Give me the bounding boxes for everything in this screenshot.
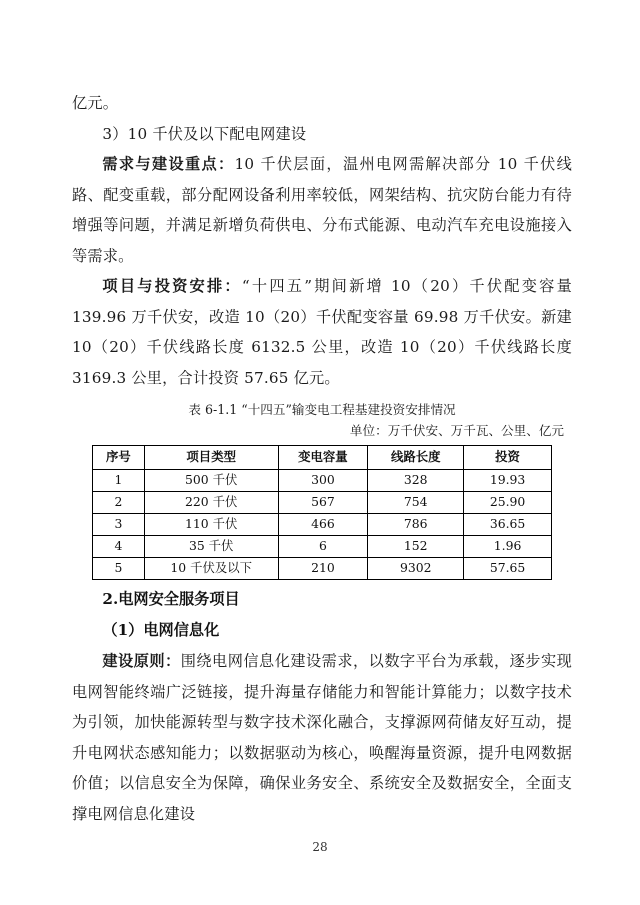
table-row — [93, 558, 552, 580]
table-cell: 328 — [368, 470, 464, 492]
table-cell: 2 — [93, 492, 145, 514]
investment-table — [92, 445, 552, 580]
table-cell: 9302 — [368, 558, 464, 580]
table-header-cell: 投资 — [464, 446, 552, 470]
table-cell: 1.96 — [464, 536, 552, 558]
table-cell: 500 千伏 — [144, 470, 278, 492]
table-cell: 25.90 — [464, 492, 552, 514]
table-cell: 19.93 — [464, 470, 552, 492]
table-cell: 3 — [93, 514, 145, 536]
table-cell: 1 — [93, 470, 145, 492]
paragraph-principles — [72, 646, 572, 829]
table-row — [93, 536, 552, 558]
label-principles: 建设原则： — [102, 652, 181, 670]
table-cell: 754 — [368, 492, 464, 514]
table-cell: 466 — [278, 514, 368, 536]
label-requirements: 需求与建设重点： — [102, 155, 235, 173]
table-cell: 35 千伏 — [144, 536, 278, 558]
table-header-row — [93, 446, 552, 470]
table-cell: 300 — [278, 470, 368, 492]
section-heading-2: 2.电网安全服务项目 — [102, 590, 240, 608]
table-header-cell: 序号 — [93, 446, 145, 470]
table-row — [93, 514, 552, 536]
table-cell: 152 — [368, 536, 464, 558]
table-unit-note: 单位：万千伏安、万千瓦、公里、亿元 — [349, 423, 564, 438]
page-number: 28 — [312, 840, 328, 854]
table-cell: 36.65 — [464, 514, 552, 536]
text-requirements: 10 千伏层面，温州电网需解决部分 10 千伏线路、配变重载，部分配网设备利用率较低，网架结构、抗灾防台能力有待增强等问题，并满足新增负荷供电、分布式能源、电动汽车充电设施接入等需求。 — [72, 155, 572, 265]
text-principles: 围绕电网信息化建设需求，以数字平台为承载，逐步实现电网智能终端广泛链接，提升海量存储能力和智能计算能力；以数字技术为引领，加快能源转型与数字技术深化融合，支撑源网荷储友好互动，提升电网状态感知能力；以数据驱动为核心，唤醒海量资源，提升电网数据价值；以信息安全为保障，确保业务安全、系统安全及数据安全，全面支撑电网信息化建设 — [72, 652, 573, 823]
table-row — [93, 492, 552, 514]
table-cell: 110 千伏 — [144, 514, 278, 536]
subsection-heading-1: （1）电网信息化 — [102, 621, 220, 639]
table-row — [93, 470, 552, 492]
table-cell: 5 — [93, 558, 145, 580]
table-header-cell: 变电容量 — [278, 446, 368, 470]
table-cell: 10 千伏及以下 — [144, 558, 278, 580]
table-cell: 4 — [93, 536, 145, 558]
paragraph-investment — [72, 271, 572, 393]
table-header-cell: 项目类型 — [144, 446, 278, 470]
paragraph-requirements — [72, 149, 572, 271]
table-header-cell: 线路长度 — [368, 446, 464, 470]
table-cell: 786 — [368, 514, 464, 536]
label-investment: 项目与投资安排： — [102, 277, 242, 295]
table-cell: 6 — [278, 536, 368, 558]
page-content — [72, 88, 572, 829]
paragraph-continuation: 亿元。 — [72, 94, 119, 112]
table-cell: 567 — [278, 492, 368, 514]
table-cell: 57.65 — [464, 558, 552, 580]
table-cell: 220 千伏 — [144, 492, 278, 514]
subsection-heading-3: 3）10 千伏及以下配电网建设 — [102, 124, 307, 143]
table-caption: 表 6-1.1 “十四五”输变电工程基建投资安排情况 — [188, 402, 456, 417]
table-cell: 210 — [278, 558, 368, 580]
text-investment: “十四五”期间新增 10（20）千伏配变容量 139.96 万千伏安，改造 10（20）千伏配变容量 69.98 万千伏安。新建 10（20）千伏线路长度 6132.5 公里，改造 10（20）千伏线路长度 3169.3 公里，合计投资 57.65 亿元。 — [72, 277, 572, 387]
